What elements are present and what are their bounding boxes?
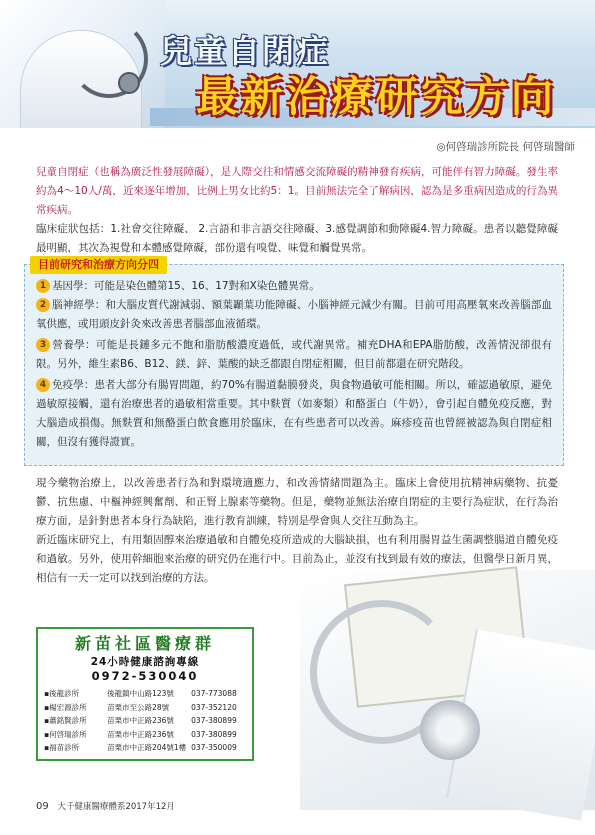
research-item-text: 基因學：可能是染色體第15、16、17對和X染色體異常。 [52,280,320,292]
clinic-tel: 037-380899 [191,729,237,739]
clinic-address: 苗栗市中正路236號 [107,716,174,725]
treatment-paragraph: 現今藥物治療上，以改善患者行為和對環境適應力，和改善情緒問題為主。臨床上會使用抗精神病藥物、抗憂鬱、抗焦慮、中樞神經興奮劑、和正腎上腺素等藥物。但是，藥物並無法治療自閉症的主要行為症狀，在行為治療方面，是針對患者本身行為缺陷，進行教育訓練，特別是學會與人交往互動為主。 [36,477,558,527]
clinic-ad-box [36,627,254,761]
clinic-name: 後龍診所 [49,689,80,698]
clinic-name: 蕭銘賢診所 [49,716,87,725]
clinic-name: 楊宏源診所 [49,702,87,712]
clinic-item: ▪蕭銘賢診所 苗栗市中正路236號 037-380899 [44,714,250,728]
intro-paragraph: 兒童自閉症（也稱為廣泛性發展障礙），是人際交往和情感交流障礙的精神發育疾病，可能伴有智力障礙。發生率約為4～10人/萬，近來逐年增加，比例上男女比約5：1。目前無法完全了解病因，認為是多重病因造成的行為異常疾病。 [36,166,558,216]
clinic-list [44,687,250,755]
clinic-address: 苗栗市中正路204號1樓 [107,743,187,752]
research-item-text: 免疫學：患者大部分有腸胃問題，約70%有腸道黏膜發炎，與食物過敏可能相關。所以，確認過敏原，避免過敏原接觸，還有治療患者的過敏相當重要。其中麩質（如麥類）和酪蛋白（牛奶），會引起自體免疫反應，對大腦造成損傷。無麩質和無酪蛋白飲食應用於臨床，在有些患者可以改善。麻疹疫苗也曾經被認為與自閉症相關，但沒有獲得證實。 [36,379,552,448]
header-banner [0,0,595,128]
clinic-name: 何啓瑞診所 [49,729,87,739]
research-item-genetics [36,277,552,296]
research-item-text: 營養學：可能是長鏈多元不飽和脂肪酸濃度過低，或代謝異常。補充DHA和EPA脂肪酸，改善情況卻很有限。另外，維生素B6、B12、鎂、鋅、葉酸的缺乏都跟自閉症相關，但目前都還在研究階段。 [36,339,552,370]
clinic-item: ▪何啓瑞診所 苗栗市中正路236號 037-380899 [44,728,250,742]
clinic-tel: 037-352120 [191,702,237,712]
doctor-photo [0,0,165,128]
number-badge-icon: 1 [36,279,50,293]
recent-research-paragraph: 新近臨床研究上，有用類固醇來治療過敏和自體免疫所造成的大腦缺損，也有利用腸胃益生菌調整腸道自體免疫和過敏。另外，使用幹細胞來治療的研究仍在進行中。目前為止，並沒有找到最有效的療法，但醫學日新月異，相信有一天一定可以找到治療的方法。 [36,534,558,584]
author-credit: ◎何啓瑞診所院長 何啓瑞醫師 [436,141,575,153]
number-badge-icon: 3 [36,338,50,352]
research-item-nutrition [36,336,552,374]
clinic-tel: 037-350009 [191,743,237,752]
research-item-immunology [36,376,552,452]
research-item-text: 腦神經學：和大腦皮質代謝減弱、額葉顳葉功能障礙、小腦神經元減少有關。目前可用高壓氧來改善腦部血氧供應，或用頭皮針灸來改善患者腦部血液循環。 [36,299,552,330]
stethoscope-chestpiece-icon [420,700,480,760]
clinic-item: ▪楊宏源診所 苗栗市至公路28號 037-352120 [44,701,250,715]
symptoms-paragraph: 臨床症狀包括：1.社會交往障礙、 2.言語和非言語交往障礙、3.感覺調節和動障礙4.智力障礙。患者以聽覺障礙最明顯，其次為視覺和本體感覺障礙，部份還有嗅覺、味覺和觸覺異常。 [36,223,558,254]
ad-title: 新苗社區醫療群 [74,634,215,653]
clinic-address: 苗栗市至公路28號 [107,702,170,712]
stethoscope-head-icon [118,72,140,94]
research-box-title: 目前研究和治療方向分四 [30,256,167,274]
clinic-tel: 037-380899 [191,716,237,725]
clinic-tel: 037-773088 [191,689,237,698]
clinic-item: ▪後龍診所 後龍鎮中山路123號 037-773088 [44,687,250,701]
page-number: 09 [36,801,49,812]
title-line-2: 最新治療研究方向 [196,72,557,121]
publication-name: 大千健康醫療體系2017年12月 [57,802,175,812]
number-badge-icon: 2 [36,298,50,312]
title-line-1: 兒童自閉症 [160,32,331,70]
research-item-neurology [36,296,552,334]
clinic-name: 福苗診所 [49,743,80,752]
ad-subtitle: 24小時健康諮詢專線 [90,656,200,668]
clinic-address: 苗栗市中正路236號 [107,729,174,739]
clinic-item: ▪福苗診所 苗栗市中正路204號1樓 037-350009 [44,741,250,755]
clinic-address: 後龍鎮中山路123號 [107,689,174,698]
page-footer [36,800,175,812]
ad-phone: 0972-530040 [91,669,199,683]
number-badge-icon: 4 [36,378,50,392]
